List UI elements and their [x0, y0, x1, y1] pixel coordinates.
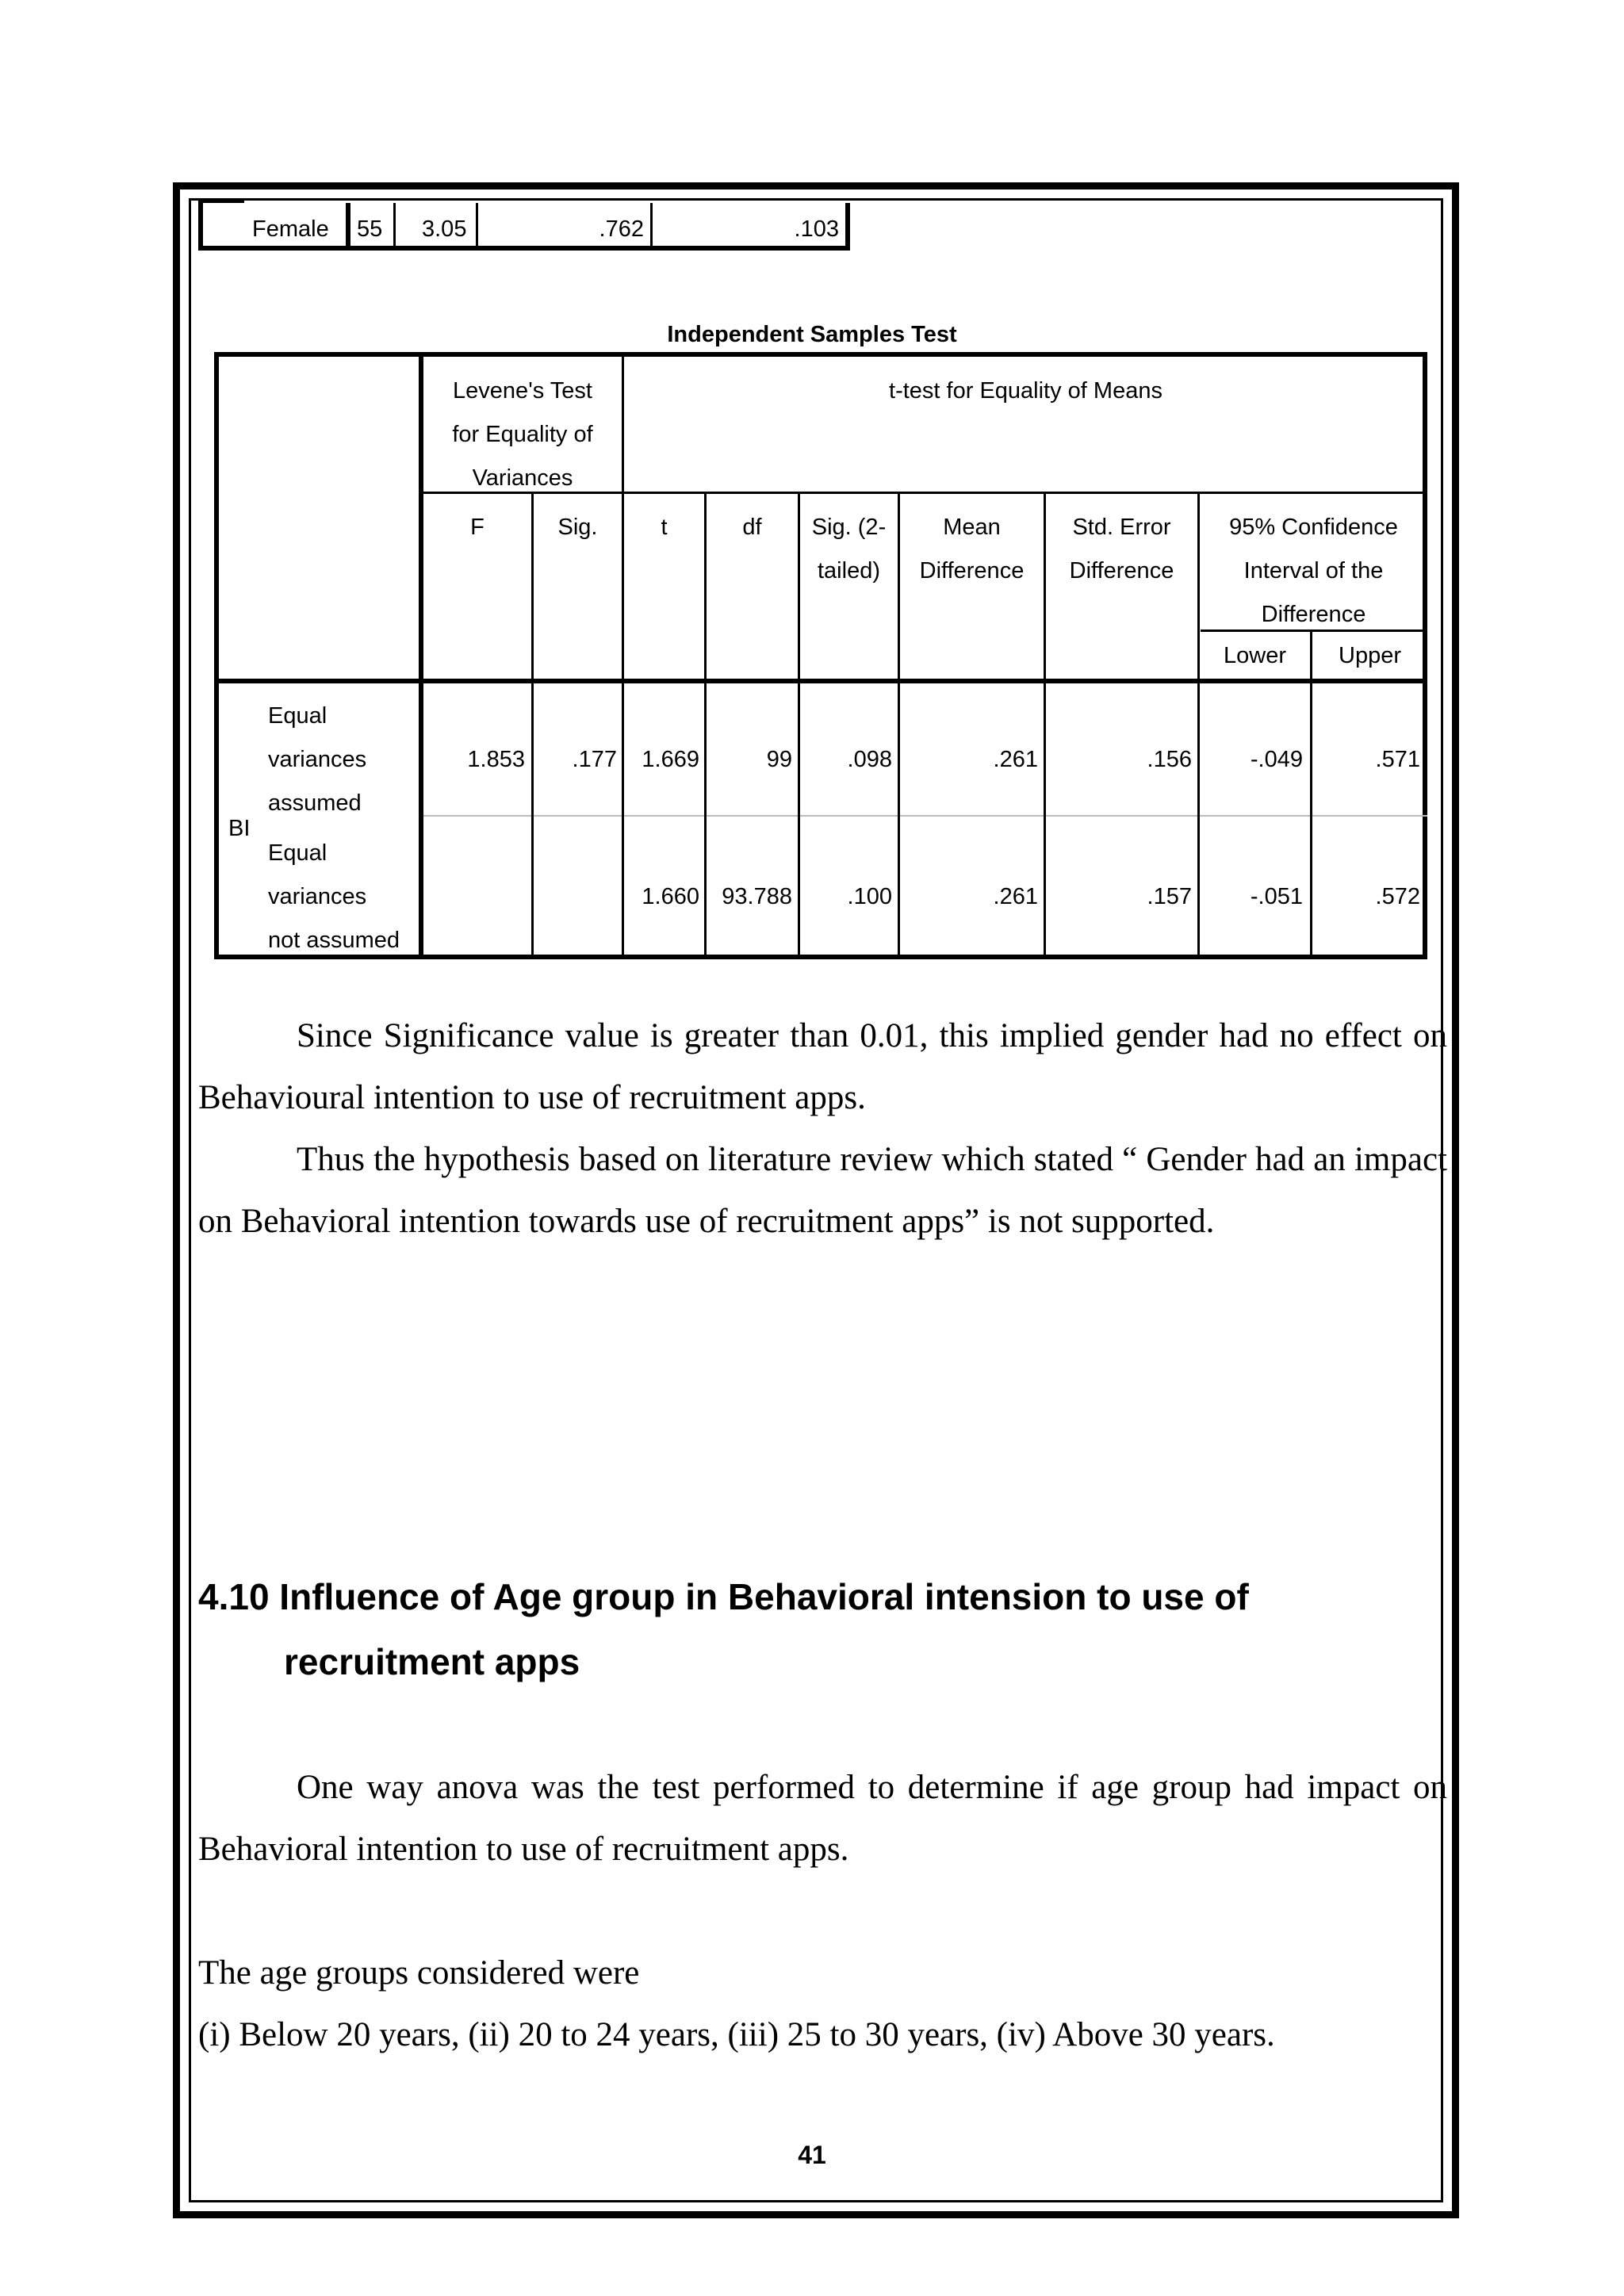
section-heading-line: recruitment apps: [284, 1641, 580, 1682]
paragraph-age-groups-list: (i) Below 20 years, (ii) 20 to 24 years, (iii) 25 to 30 years, (iv) Above 30 years.: [198, 2016, 1275, 2053]
col-header-ci: Interval of the: [1243, 558, 1384, 584]
row-label-line: variances: [268, 884, 367, 909]
row-group-label: BI: [228, 816, 251, 841]
fragment-n: 55: [357, 216, 383, 242]
cell-se-diff: .157: [1147, 884, 1192, 909]
levene-header-line: Levene's Test: [453, 378, 592, 404]
levene-header-line: Variances: [472, 465, 573, 491]
col-header-sig2: Sig. (2-: [811, 515, 887, 540]
cell-upper: .572: [1375, 884, 1420, 909]
section-heading-line: 4.10 Influence of Age group in Behavioral intension to use of: [198, 1576, 1249, 1617]
fragment-divider: [393, 203, 396, 246]
col-header-mean-diff: Mean: [943, 515, 1001, 540]
col-header-se-diff: Difference: [1069, 558, 1174, 584]
cell-t: 1.669: [642, 747, 699, 772]
fragment-se: .103: [794, 216, 839, 242]
cell-t: 1.660: [642, 884, 699, 909]
cell-se-diff: .156: [1147, 747, 1192, 772]
paragraph-significance: Since Significance value is greater than 0.01, this implied gender had no effect on Behavioural intention to use of recruitment apps.: [198, 1017, 1447, 1116]
col-header-df: df: [742, 515, 762, 540]
paragraph-anova: One way anova was the test performed to determine if age group had impact on Behavioral intention to use of recruitment apps.: [198, 1769, 1447, 1868]
col-header-lower: Lower: [1224, 643, 1286, 668]
col-header-ci: Difference: [1261, 602, 1366, 627]
grid-line: [622, 357, 624, 959]
row-label-line: Equal: [268, 840, 327, 866]
grid-line: [219, 679, 1427, 683]
col-header-se-diff: Std. Error: [1072, 515, 1171, 540]
fragment-divider: [476, 203, 478, 246]
col-header-sig: Sig.: [557, 515, 598, 540]
cell-df: 93.788: [722, 884, 792, 909]
cell-mean-diff: .261: [993, 747, 1038, 772]
cell-sig2: .100: [847, 884, 892, 909]
levene-header-line: for Equality of: [452, 422, 593, 447]
fragment-mean: 3.05: [422, 216, 467, 242]
cell-lower: -.051: [1250, 884, 1303, 909]
row-label-line: Equal: [268, 703, 327, 729]
fragment-corner: [203, 198, 244, 203]
row-label-line: assumed: [268, 790, 362, 816]
paragraph-age-groups-intro: The age groups considered were: [198, 1954, 640, 1992]
col-header-t: t: [661, 515, 668, 540]
row-label-line: variances: [268, 747, 367, 772]
paragraph-hypothesis: Thus the hypothesis based on literature review which stated “ Gender had an impact on Behavioral intention towards use of recruitment apps” is not supported.: [198, 1141, 1447, 1240]
fragment-divider: [346, 203, 350, 246]
fragment-divider: [650, 203, 653, 246]
fragment-divider: [845, 203, 850, 246]
cell-df: 99: [766, 747, 792, 772]
cell-sig: .177: [572, 747, 617, 772]
col-header-f: F: [470, 515, 485, 540]
grid-line: [531, 492, 534, 959]
col-header-mean-diff: Difference: [919, 558, 1025, 584]
independent-samples-table: [214, 352, 1427, 959]
col-header-upper: Upper: [1339, 643, 1401, 668]
cell-mean-diff: .261: [993, 884, 1038, 909]
cell-f: 1.853: [467, 747, 525, 772]
section-heading: [198, 1564, 1447, 1694]
col-header-sig2: tailed): [818, 558, 880, 584]
cell-sig2: .098: [847, 747, 892, 772]
table-title: Independent Samples Test: [667, 322, 957, 347]
cell-upper: .571: [1375, 747, 1420, 772]
row-label-line: not assumed: [268, 928, 400, 953]
fragment-sd: .762: [599, 216, 644, 242]
cell-lower: -.049: [1250, 747, 1303, 772]
col-header-ci: 95% Confidence: [1229, 515, 1398, 540]
page-number: 41: [798, 2141, 826, 2169]
grid-line: [423, 815, 1427, 817]
previous-table-fragment: [198, 198, 850, 251]
fragment-label: Female: [252, 216, 329, 242]
ttest-header: t-test for Equality of Means: [889, 378, 1162, 404]
